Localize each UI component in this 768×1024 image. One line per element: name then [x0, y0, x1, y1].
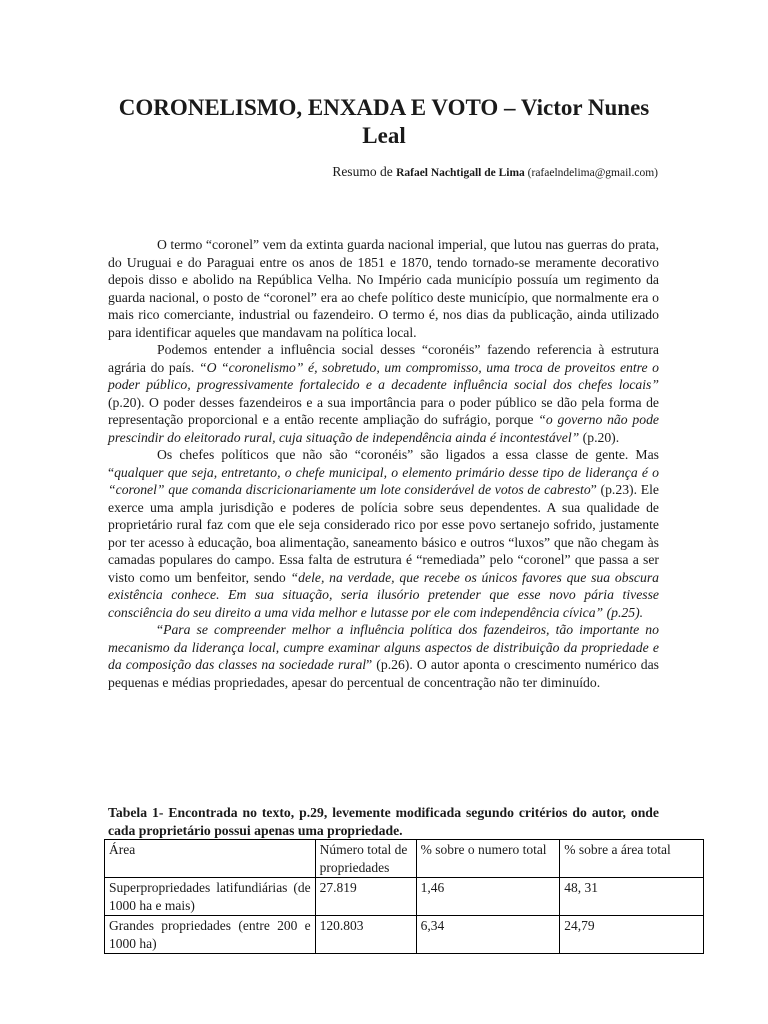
table-cell: 48, 31: [560, 878, 704, 916]
byline: [332, 164, 658, 181]
p4-text-1: “: [157, 622, 164, 637]
p2-quote-2: “o governo não pode prescindir do eleitorado rural, cuja situação de independência ainda é incontestável”: [108, 412, 659, 445]
p2-text-3: (p.20).: [579, 429, 620, 445]
table-row: [105, 916, 704, 954]
p2-text-2: (p.20). O poder desses fazendeiros e a sua importância para o poder público se dão pela forma de representação proporcional e a então recente ampliação do sufrágio, porque: [108, 394, 659, 427]
table-cell: 6,34: [416, 916, 560, 954]
p3-text-2: ” (p.23). Ele exerce uma ampla jurisdição e poderes de polícia sobre seus dependentes. A sua qualidade de proprietário rural faz com que ele seja considerado rico por esse povo sertanejo sofrido, justamente por ter acesso à educação, boa alimentação, saneamento básico e outros “luxos” que não chegam às camadas populares do campo. Essa falta de estrutura é “remediada” pelo “coronel” que passa a ser visto como um benfeitor, sendo: [108, 482, 659, 585]
data-table: [104, 839, 704, 954]
table-cell: Superpropriedades latifundiárias (de 1000 ha e mais): [105, 878, 316, 916]
table-cell: 24,79: [560, 916, 704, 954]
p2-quote-1: “O “coronelismo” é, sobretudo, um compromisso, uma troca de proveitos entre o poder público, progressivamente fortalecido e a decadente influência social dos chefes locais”: [108, 359, 659, 392]
p4-text-2: ” (p.26). O autor aponta o crescimento numérico das pequenas e médias propriedades, apesar do percentual de concentração não ter diminuído.: [108, 657, 659, 690]
paragraph-3: [108, 446, 659, 621]
paragraph-1: [108, 236, 659, 341]
paragraph-2: [108, 341, 659, 446]
p3-quote-2: “dele, na verdade, que recebe os únicos favores que sua obscura existência conhece. Em sua situação, seria ilusório pretender que esse novo pária tivesse consciência do seu direito a uma vida melhor e lutasse por ele com independência cívica” (p.25).: [108, 569, 659, 620]
byline-email: (rafaelndelima@gmail.com): [524, 167, 658, 179]
p4-quote-1: Para se compreender melhor a influência política dos fazendeiros, tão importante no mecanismo da liderança local, cumpre examinar alguns aspectos de distribuição da propriedade e da composição das classes na sociedade rural: [108, 622, 659, 672]
header-area: Área: [105, 840, 316, 878]
p3-quote-1: qualquer que seja, entretanto, o chefe municipal, o elemento primário desse tipo de liderança é o “coronel” que comanda discricionariamente um lote considerável de votos de cabresto: [108, 464, 659, 497]
table-cell: 120.803: [315, 916, 416, 954]
header-numero-total: Número total de propriedades: [315, 840, 416, 878]
header-pct-area: % sobre a área total: [560, 840, 704, 878]
table-header-row: [105, 840, 704, 878]
header-pct-numero: % sobre o numero total: [416, 840, 560, 878]
table-cell: Grandes propriedades (entre 200 e 1000 ha): [105, 916, 316, 954]
paragraph-4: [108, 621, 659, 691]
p2-text-1: Podemos entender a influência social desses “coronéis” fazendo referencia à estrutura agrária do país.: [108, 342, 659, 375]
table-cell: 1,46: [416, 878, 560, 916]
byline-author: Rafael Nachtigall de Lima: [396, 167, 525, 179]
paragraph-1-text: O termo “coronel” vem da extinta guarda nacional imperial, que lutou nas guerras do prata, do Uruguai e do Paraguai entre os anos de 1851 e 1870, tendo tornado-se meramente decorativo depois disso e abolido na República Velha. No Império cada município possuía um regimento da guarda nacional, o posto de “coronel” era ao chefe político deste município, que normalmente era o mais rico comerciante, industrial ou fazendeiro. O termo é, nos dias da publicação, ainda utilizado para identificar aqueles que mandavam na política local.: [108, 237, 659, 340]
table-caption: Tabela 1- Encontrada no texto, p.29, levemente modificada segundo critérios do autor, onde cada proprietário possui apenas uma propriedade.: [108, 805, 659, 838]
byline-prefix: Resumo de: [332, 164, 397, 179]
table-cell: 27.819: [315, 878, 416, 916]
p3-text-1: Os chefes políticos que não são “coronéis” são ligados a essa classe de gente. Mas “: [108, 447, 659, 480]
table-row: [105, 878, 704, 916]
document-title: CORONELISMO, ENXADA E VOTO – Victor Nunes Leal: [118, 95, 650, 148]
body-text: [108, 236, 659, 691]
